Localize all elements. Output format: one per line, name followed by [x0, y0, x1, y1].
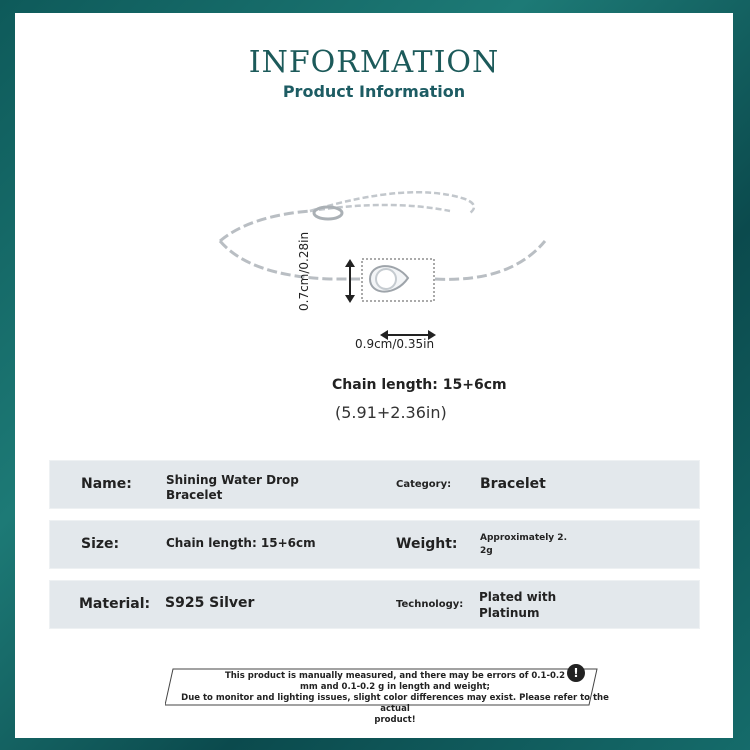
disclaimer-line3: Due to monitor and lighting issues, slight color differences may exist. Please refer to the actual	[181, 693, 609, 714]
name-value-line1: Shining Water Drop	[166, 473, 299, 487]
technology-label: Technology:	[396, 599, 464, 610]
technology-value-line2: Platinum	[479, 606, 540, 620]
disclaimer-text	[165, 671, 625, 726]
name-value-line2: Bracelet	[166, 488, 223, 502]
material-label: Material:	[79, 596, 151, 612]
size-value: Chain length: 15+6cm	[166, 536, 316, 550]
width-dimension-label: 0.9cm/0.35in	[355, 337, 435, 351]
spec-row-name	[49, 460, 700, 509]
weight-value-line1: Approximately 2.	[480, 533, 567, 543]
disclaimer-line1: This product is manually measured, and there may be errors of 0.1-0.2	[224, 671, 566, 681]
name-label: Name:	[81, 476, 132, 492]
page-subtitle: Product Information	[282, 82, 466, 101]
spec-row-size	[49, 520, 700, 569]
chain-length-text: Chain length: 15+6cm	[332, 377, 507, 393]
disclaimer-line4: product!	[374, 715, 416, 725]
page-title: INFORMATION	[248, 45, 500, 80]
weight-label: Weight:	[396, 536, 458, 552]
weight-value-line2: 2g	[480, 546, 493, 556]
chain-length-inches-text: (5.91+2.36in)	[335, 403, 447, 422]
disclaimer-notice	[165, 666, 609, 725]
height-dimension-label: 0.7cm/0.28in	[297, 231, 311, 311]
spec-row-material	[49, 580, 700, 629]
exclamation-icon: !	[567, 664, 585, 682]
technology-value-line1: Plated with	[479, 590, 557, 604]
material-value: S925 Silver	[165, 595, 255, 611]
size-label: Size:	[81, 536, 120, 552]
category-label: Category:	[396, 479, 452, 490]
info-card	[15, 13, 733, 738]
disclaimer-line2: mm and 0.1-0.2 g in length and weight;	[300, 682, 490, 692]
category-value: Bracelet	[480, 476, 546, 492]
